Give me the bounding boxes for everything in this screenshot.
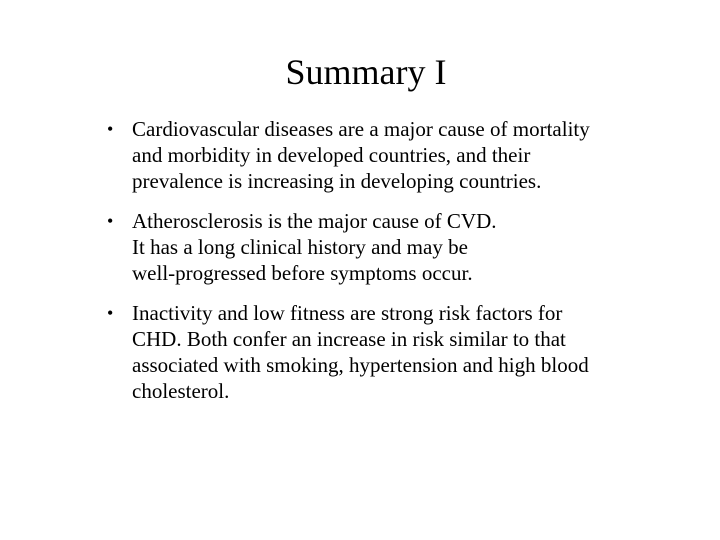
bullet-2-line-2: It has a long clinical history and may be [132, 235, 468, 259]
bullet-3-line-2: CHD. Both confer an increase in risk similar to that [132, 327, 566, 351]
bullet-1-line-3: prevalence is increasing in developing countries. [132, 169, 542, 193]
slide-title: Summary I [285, 52, 447, 92]
bullet-1-line-2: and morbidity in developed countries, and their [132, 143, 531, 167]
bullet-3-line-1: Inactivity and low fitness are strong risk factors for [132, 301, 563, 325]
bullet-item-3 [107, 300, 687, 404]
bullet-item-1 [107, 116, 687, 194]
bullet-item-2 [107, 208, 687, 286]
bullet-list [107, 116, 687, 418]
bullet-3-line-4: cholesterol. [132, 379, 230, 403]
bullet-2-line-3: well-progressed before symptoms occur. [132, 261, 473, 285]
bullet-dot-icon: • [107, 303, 114, 323]
bullet-3-line-3: associated with smoking, hypertension and high blood [132, 353, 589, 377]
bullet-dot-icon: • [107, 119, 114, 139]
bullet-1-line-1: Cardiovascular diseases are a major cause of mortality [132, 117, 590, 141]
bullet-dot-icon: • [107, 211, 114, 231]
bullet-2-line-1: Atherosclerosis is the major cause of CVD. [132, 209, 497, 233]
